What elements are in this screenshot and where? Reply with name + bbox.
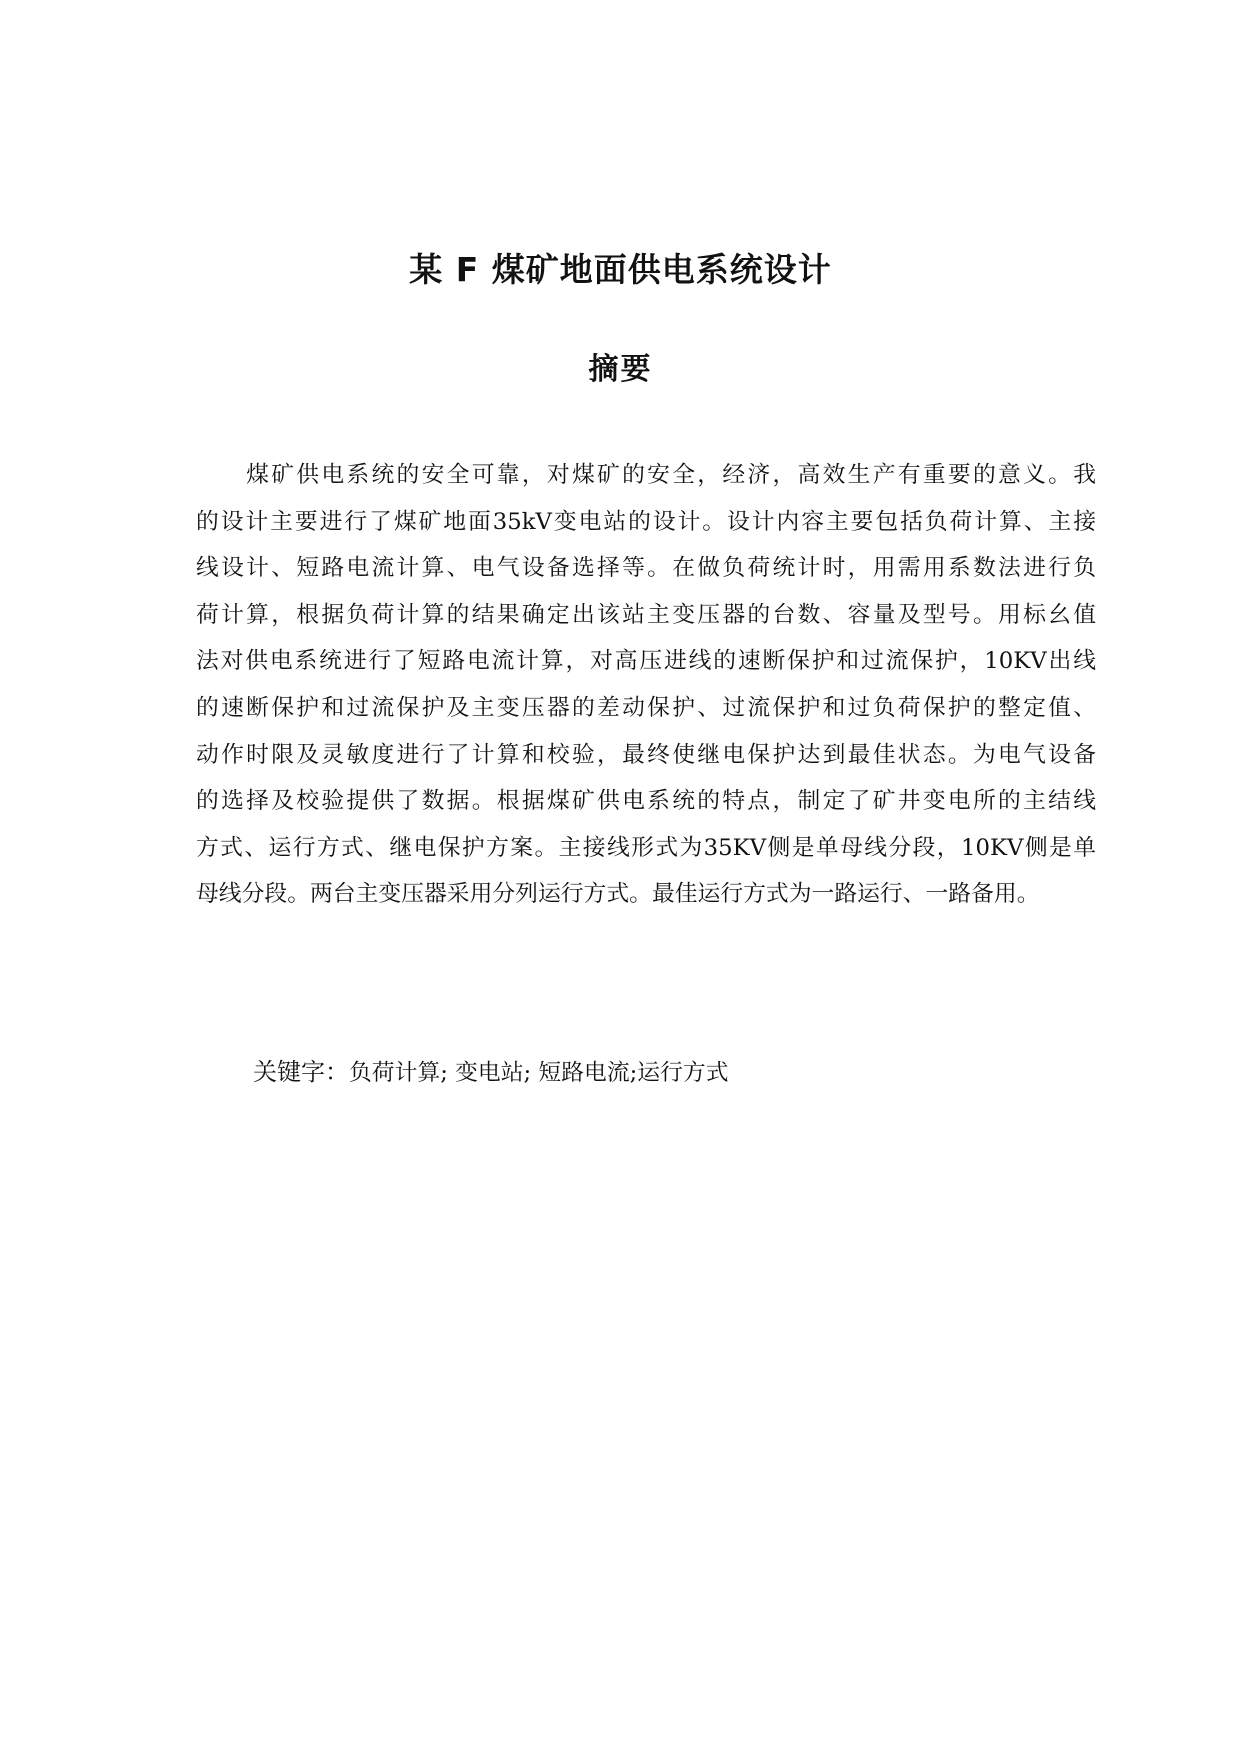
abstract-line: 煤矿供电系统的安全可靠，对煤矿的安全，经济，高效生产有重要的意义。我	[196, 462, 1096, 488]
abstract-line: 法对供电系统进行了短路电流计算，对高压进线的速断保护和过流保护，10KV出线	[196, 648, 1096, 675]
keywords-label: 关键字：	[253, 1058, 349, 1086]
abstract-line: 母线分段。两台主变压器采用分列运行方式。最佳运行方式为一路运行、一路备用。	[196, 881, 1040, 908]
abstract-line: 动作时限及灵敏度进行了计算和校验，最终使继电保护达到最佳状态。为电气设备	[196, 741, 1096, 768]
abstract-line: 方式、运行方式、继电保护方案。主接线形式为35KV侧是单母线分段，10KV侧是单	[196, 834, 1096, 861]
abstract-line: 荷计算，根据负荷计算的结果确定出该站主变压器的台数、容量及型号。用标幺值	[196, 601, 1096, 628]
document-title: 某 F 煤矿地面供电系统设计	[409, 250, 832, 289]
keywords-text: 负荷计算; 变电站; 短路电流;运行方式	[349, 1060, 729, 1086]
abstract-body	[196, 452, 1096, 918]
abstract-line: 线设计、短路电流计算、电气设备选择等。在做负荷统计时，用需用系数法进行负	[196, 555, 1096, 582]
abstract-line: 的设计主要进行了煤矿地面35kV变电站的设计。设计内容主要包括负荷计算、主接	[196, 508, 1096, 535]
abstract-line: 的速断保护和过流保护及主变压器的差动保护、过流保护和过负荷保护的整定值、	[196, 694, 1096, 721]
abstract-heading: 摘要	[588, 352, 653, 387]
abstract-line: 的选择及校验提供了数据。根据煤矿供电系统的特点，制定了矿井变电所的主结线	[196, 788, 1096, 815]
keywords-line	[253, 1054, 1053, 1091]
